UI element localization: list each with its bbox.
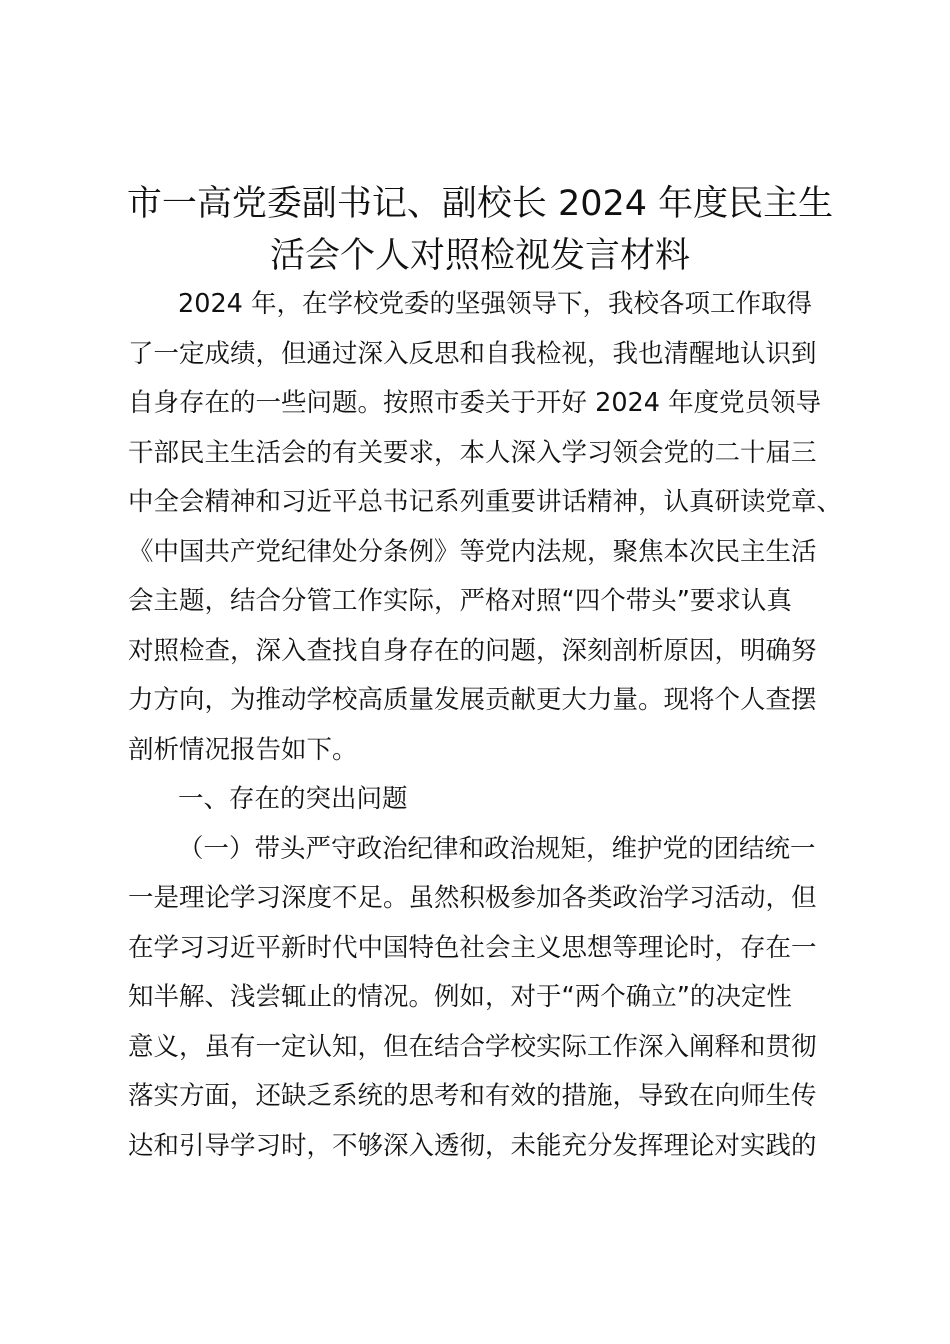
document-title-line-2: 活会个人对照检视发言材料 bbox=[269, 236, 690, 276]
body-line: 一是理论学习深度不足。虽然积极参加各类政治学习活动，但 bbox=[128, 883, 817, 913]
body-line: 知半解、浅尝辄止的情况。例如，对于“两个确立”的决定性 bbox=[128, 982, 792, 1012]
document-body bbox=[128, 280, 843, 1171]
body-line: 中全会精神和习近平总书记系列重要讲话精神，认真研读党章、 bbox=[128, 487, 843, 517]
body-line: 在学习习近平新时代中国特色社会主义思想等理论时，存在一 bbox=[128, 932, 817, 963]
subsection-heading: （一）带头严守政治纪律和政治规矩，维护党的团结统一 bbox=[178, 833, 816, 864]
body-line: 对照检查，深入查找自身存在的问题，深刻剖析原因，明确努 bbox=[128, 635, 817, 666]
body-line: 剖析情况报告如下。 bbox=[128, 734, 358, 765]
body-line: 落实方面，还缺乏系统的思考和有效的措施，导致在向师生传 bbox=[128, 1081, 817, 1111]
body-line: 力方向，为推动学校高质量发展贡献更大力量。现将个人查摆 bbox=[128, 685, 817, 715]
body-line: 达和引导学习时，不够深入透彻，未能充分发挥理论对实践的 bbox=[128, 1130, 817, 1161]
body-line: 干部民主生活会的有关要求，本人深入学习领会党的二十届三 bbox=[128, 437, 817, 468]
body-line: 会主题，结合分管工作实际，严格对照“四个带头”要求认真 bbox=[128, 586, 792, 616]
section-heading: 一、存在的突出问题 bbox=[178, 784, 408, 814]
body-line: 意义，虽有一定认知，但在结合学校实际工作深入阐释和贯彻 bbox=[128, 1031, 817, 1062]
body-line: 《中国共产党纪律处分条例》等党内法规，聚焦本次民主生活 bbox=[128, 536, 817, 567]
body-line: 自身存在的一些问题。按照市委关于开好 2024 年度党员领导 bbox=[128, 388, 822, 418]
body-line: 了一定成绩，但通过深入反思和自我检视，我也清醒地认识到 bbox=[128, 338, 817, 369]
body-line: 2024 年，在学校党委的坚强领导下，我校各项工作取得 bbox=[178, 289, 813, 319]
document-title-line-1: 市一高党委副书记、副校长 2024 年度民主生 bbox=[126, 184, 834, 224]
